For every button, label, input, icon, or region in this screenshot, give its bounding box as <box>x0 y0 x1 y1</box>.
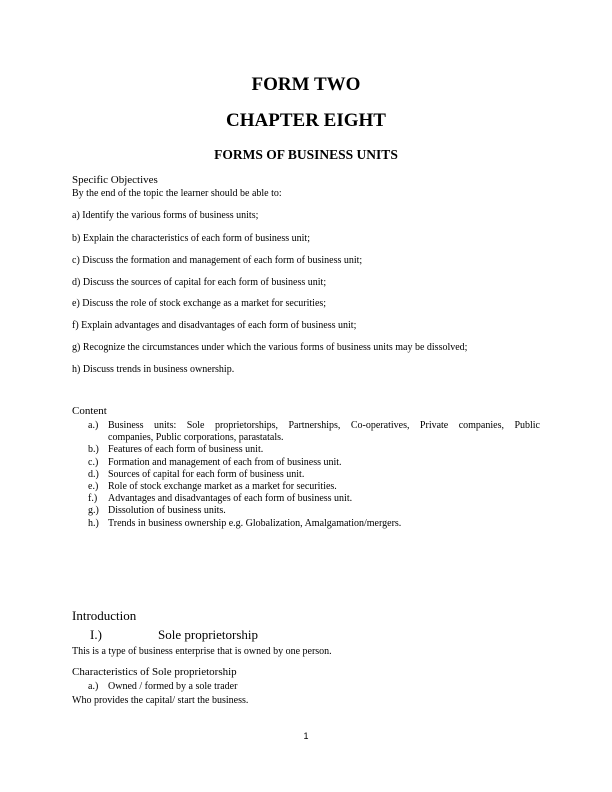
content-item-text: Advantages and disadvantages of each form of business unit. <box>108 493 353 505</box>
content-item-label: b.) <box>88 444 99 456</box>
content-item <box>88 420 540 432</box>
content-item-text: Sources of capital for each form of business unit. <box>108 468 305 480</box>
content-item-label: d.) <box>88 468 99 480</box>
objective-item-g: g) Recognize the circumstances under which the various forms of business units may be dissolved; <box>72 342 468 353</box>
content-item-text: Dissolution of business units. <box>108 505 226 517</box>
characteristic-item-continuation: Who provides the capital/ start the business. <box>72 695 249 706</box>
content-item <box>88 469 540 481</box>
form-title: FORM TWO <box>251 74 361 95</box>
objectives-intro: By the end of the topic the learner should be able to: <box>72 188 282 199</box>
content-item-text-cont: companies, Public corporations, parastatals. <box>108 432 284 444</box>
objective-item-d: d) Discuss the sources of capital for each form of business unit; <box>72 277 327 288</box>
content-item <box>88 505 540 517</box>
content-item-text: Formation and management of each from of business unit. <box>108 456 342 468</box>
content-item-label: h.) <box>88 517 99 529</box>
content-item-label: g.) <box>88 505 99 517</box>
introduction-heading: Introduction <box>72 608 137 623</box>
content-item-text: Trends in business ownership e.g. Globalization, Amalgamation/mergers. <box>108 517 402 529</box>
content-item-label: f.) <box>88 493 98 505</box>
chapter-title: CHAPTER EIGHT <box>226 110 386 131</box>
section-number: I.) <box>90 627 102 642</box>
objective-item-b: b) Explain the characteristics of each form of business unit; <box>72 233 310 244</box>
topic-title: FORMS OF BUSINESS UNITS <box>214 147 398 162</box>
page-number: 1 <box>303 731 309 741</box>
content-heading: Content <box>72 405 107 417</box>
section-title: Sole proprietorship <box>158 627 259 642</box>
content-item <box>88 444 540 456</box>
objective-item-a: a) Identify the various forms of business units; <box>72 210 259 221</box>
objectives-heading: Specific Objectives <box>72 174 158 186</box>
characteristic-item: Owned / formed by a sole trader <box>108 681 238 692</box>
content-item-text: Features of each form of business unit. <box>108 444 264 456</box>
content-item <box>88 481 540 493</box>
content-item-text: Business units: Sole proprietorships, Partnerships, Co-operatives, Private companies, Public <box>108 420 540 431</box>
content-item <box>88 518 540 530</box>
content-item <box>88 457 540 469</box>
characteristics-heading: Characteristics of Sole proprietorship <box>72 666 237 678</box>
content-item-text: Role of stock exchange market as a market for securities. <box>108 481 337 493</box>
content-item-label: a.) <box>88 420 99 431</box>
content-item-label: e.) <box>88 481 99 493</box>
objective-item-c: c) Discuss the formation and management of each form of business unit; <box>72 255 363 266</box>
content-item-continuation <box>88 432 540 444</box>
sole-proprietorship-definition: This is a type of business enterprise that is owned by one person. <box>72 646 332 657</box>
objective-item-f: f) Explain advantages and disadvantages of each form of business unit; <box>72 320 357 331</box>
content-item-label: c.) <box>88 456 99 468</box>
content-item <box>88 493 540 505</box>
objective-item-e: e) Discuss the role of stock exchange as a market for securities; <box>72 298 327 309</box>
content-list <box>88 420 540 530</box>
characteristic-label: a.) <box>88 681 99 692</box>
objective-item-h: h) Discuss trends in business ownership. <box>72 364 235 375</box>
